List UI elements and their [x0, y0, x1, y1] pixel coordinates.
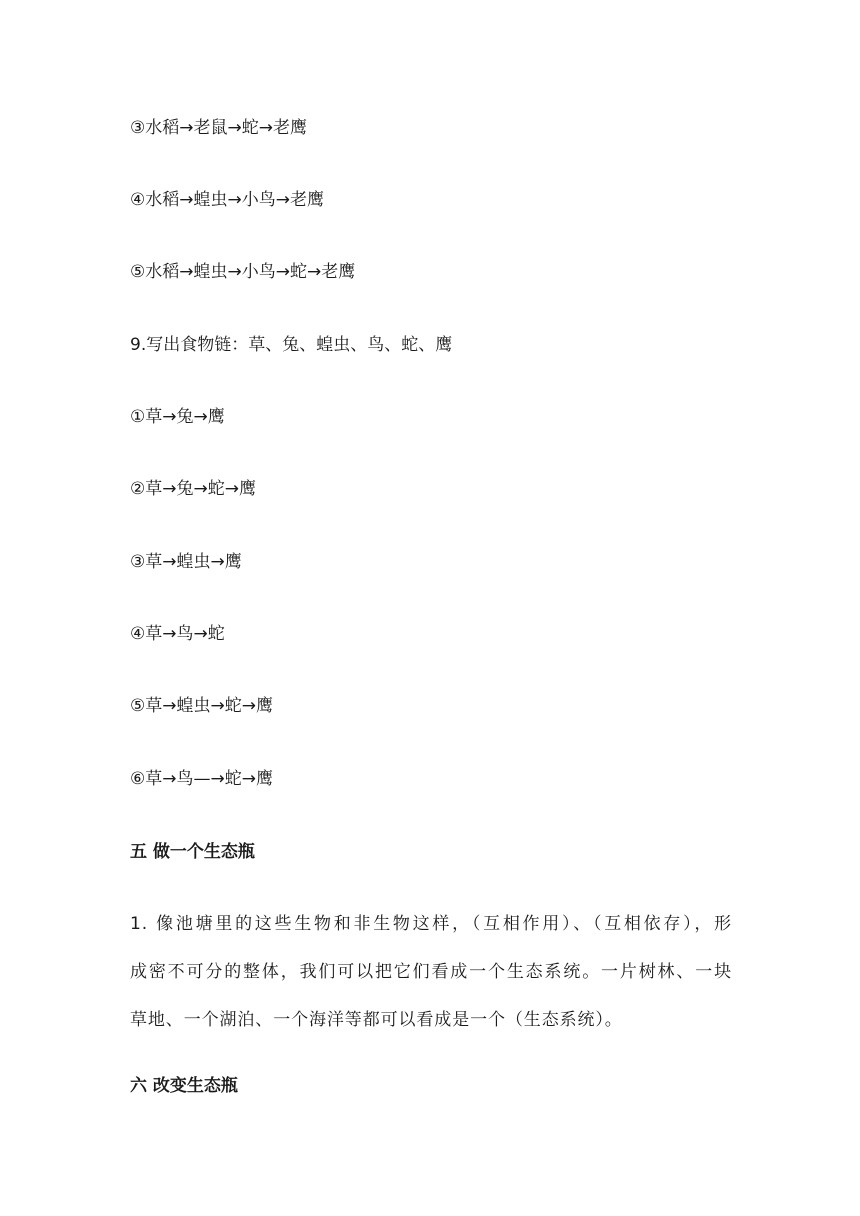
paragraph-line: 1. 像池塘里的这些生物和非生物这样，（互相作用）、（互相依存），形 — [130, 914, 732, 934]
section-6-heading: 六 改变生态瓶 — [130, 1076, 238, 1096]
answer-line-4: ④草→鸟→蛇 — [130, 624, 225, 644]
section-5-paragraph — [130, 912, 732, 1056]
paragraph-line: 成密不可分的整体，我们可以把它们看成一个生态系统。一片树林、一块 — [130, 962, 732, 982]
answer-line-5: ⑤草→蝗虫→蛇→鹰 — [130, 696, 273, 716]
food-chain-line-5: ⑤水稻→蝗虫→小鸟→蛇→老鹰 — [130, 262, 356, 282]
food-chain-line-4: ④水稻→蝗虫→小鸟→老鹰 — [130, 190, 324, 210]
paragraph-line: 草地、一个湖泊、一个海洋等都可以看成是一个（生态系统）。 — [130, 1010, 623, 1030]
answer-line-3: ③草→蝗虫→鹰 — [130, 552, 242, 572]
food-chain-line-3: ③水稻→老鼠→蛇→老鹰 — [130, 118, 307, 138]
question-9: 9.写出食物链：草、兔、蝗虫、鸟、蛇、鹰 — [130, 335, 453, 355]
answer-line-2: ②草→兔→蛇→鹰 — [130, 479, 256, 499]
section-5-heading: 五 做一个生态瓶 — [130, 842, 255, 862]
answer-line-6: ⑥草→鸟—→蛇→鹰 — [130, 769, 273, 789]
answer-line-1: ①草→兔→鹰 — [130, 407, 225, 427]
